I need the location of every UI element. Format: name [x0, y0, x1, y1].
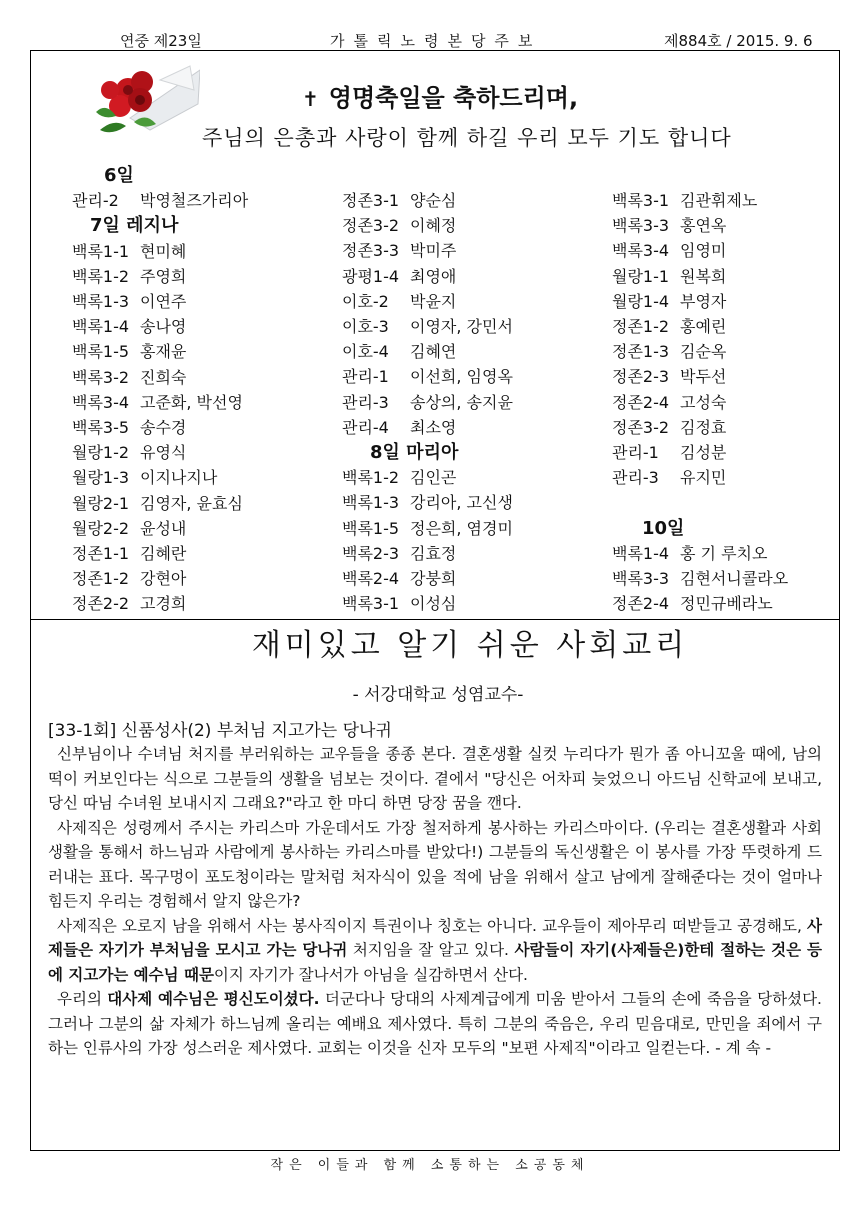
parishioner-names: 김관휘제노 — [680, 191, 758, 210]
namesday-entry — [342, 213, 513, 238]
namesday-entry — [612, 314, 788, 339]
parishioner-names: 강리아, 고신생 — [410, 493, 513, 513]
article-paragraph — [48, 914, 822, 988]
parishioner-names: 김순옥 — [680, 342, 727, 362]
feast-day-heading: 8일 마리아 — [370, 442, 459, 464]
namesday-entry — [612, 289, 788, 314]
district-code: 백록2-3 — [342, 543, 400, 563]
district-code: 정존2-3 — [612, 367, 670, 387]
parishioner-names: 박윤지 — [410, 291, 457, 311]
parishioner-names: 박미주 — [410, 241, 457, 261]
district-code: 백록3-5 — [72, 418, 130, 438]
rose-bouquet-icon — [90, 60, 200, 144]
parishioner-names: 정민규베라노 — [680, 594, 773, 614]
namesday-entry — [72, 390, 248, 415]
namesday-entry — [612, 390, 788, 415]
parishioner-names: 강현아 — [140, 569, 187, 589]
namesday-entry — [72, 516, 248, 541]
parishioner-names: 이영자, 강민서 — [410, 317, 513, 337]
parishioner-names: 주영희 — [140, 266, 187, 286]
district-code: 광평1-4 — [342, 266, 400, 286]
district-code: 월랑1-3 — [72, 468, 130, 488]
feast-day-heading: 7일 레지나 — [90, 215, 179, 237]
namesday-entry — [342, 339, 513, 364]
parishioner-names: 부영자 — [680, 291, 727, 311]
parishioner-names: 이지나지나 — [140, 468, 218, 488]
issue-date: 제884호 / 2015. 9. 6 — [664, 32, 813, 50]
namesday-entry — [612, 566, 788, 591]
parishioner-names: 송상의, 송지윤 — [410, 392, 513, 412]
namesday-entry — [342, 188, 513, 213]
paragraph-text: 사제직은 오로지 남을 위해서 사는 봉사직이지 특권이나 칭호는 아니다. 교우들이 제아무리 떠받들고 공경해도, — [57, 916, 808, 935]
district-code: 이호-3 — [342, 317, 389, 337]
district-code: 월랑2-1 — [72, 493, 130, 513]
namesday-entry — [612, 591, 788, 616]
namesday-entry — [342, 390, 513, 415]
parishioner-names: 진희숙 — [140, 367, 187, 387]
namesday-entry — [72, 239, 248, 264]
namesday-entry — [342, 364, 513, 389]
paragraph-text: 사제직은 성령께서 주시는 카리스마 가운데서도 가장 철저하게 봉사하는 카리스마이다. (우리는 결혼생활과 사회생활을 통해서 하느님과 사람에게 봉사하는 카리스마를 받았다!) 그분들의 독신생활은 이 봉사를 가장 뚜렷하게 드러내는 표다. 목구멍이 포도청이라는 말처럼 처자식이 있을 적에 남을 위해서 살고 남에게 잘해준다는 것이 얼마나 힘든지 우리는 경험해서 알지 않은가? — [48, 818, 822, 910]
bulletin-motto: 작은 이들과 함께 소통하는 소공동체 — [270, 1158, 590, 1173]
district-code: 정존3-1 — [342, 191, 400, 210]
district-code: 백록1-5 — [342, 518, 400, 538]
feast-day-heading: 6일 — [104, 165, 134, 186]
parishioner-names: 김영자, 윤효심 — [140, 493, 243, 513]
district-code: 백록1-4 — [72, 317, 130, 337]
emphasis-text: 대사제 예수님은 평신도이셨다. — [107, 990, 320, 1008]
namesday-entry — [342, 490, 513, 515]
namesday-entry — [612, 339, 788, 364]
namesday-entry — [612, 264, 788, 289]
namesday-entry — [342, 415, 513, 440]
parishioner-names: 강붕희 — [410, 569, 457, 589]
article-author: - 서강대학교 성염교수- — [352, 685, 524, 705]
parishioner-names: 이연주 — [140, 292, 187, 312]
namesday-entry — [612, 440, 788, 465]
namesday-entry — [612, 188, 788, 213]
district-code: 월랑1-1 — [612, 266, 670, 286]
namesday-entry — [612, 465, 788, 490]
namesday-entry — [342, 591, 513, 616]
namesday-column-3 — [612, 188, 788, 616]
namesday-entry — [342, 516, 513, 541]
parishioner-names: 홍예린 — [680, 317, 727, 337]
namesday-entry — [72, 314, 248, 339]
district-code: 백록3-1 — [342, 594, 400, 614]
parishioner-names: 김혜란 — [140, 544, 187, 564]
parishioner-names: 양순심 — [410, 191, 457, 210]
paragraph-text: 처지임을 잘 알고 있다. — [347, 941, 515, 959]
district-code: 백록1-4 — [612, 543, 670, 563]
district-code: 백록3-3 — [612, 569, 670, 589]
namesday-entry — [342, 566, 513, 591]
article-title: 재미있고 알기 쉬운 사회교리 — [251, 628, 689, 663]
feast-title: ✝ 영명축일을 축하드리며, — [302, 84, 579, 112]
district-code: 정존1-3 — [612, 342, 670, 362]
district-code: 정존2-2 — [72, 594, 130, 614]
emphasis-text: 사제들은 자기가 부처님을 모시고 가는 당나귀 — [48, 916, 822, 959]
parishioner-names: 박영철즈가리아 — [140, 191, 249, 211]
article-paragraph — [48, 742, 822, 816]
district-code: 정존3-2 — [612, 417, 670, 437]
namesday-entry — [342, 238, 513, 263]
parishioner-names: 정은희, 염경미 — [410, 518, 513, 538]
district-code: 백록3-1 — [612, 191, 670, 210]
parishioner-names: 홍연옥 — [680, 216, 727, 236]
district-code: 정존1-2 — [612, 317, 670, 337]
district-code: 관리-1 — [342, 367, 389, 387]
parishioner-names: 유지민 — [680, 468, 727, 488]
namesday-entry — [72, 188, 248, 213]
parishioner-names: 송나영 — [140, 317, 187, 337]
paragraph-text: 더군다나 당대의 사제계급에게 미움 받아서 그들의 손에 죽음을 당하셨다. 그러나 그분의 삶 자체가 하느님께 올리는 예배요 제사였다. 특히 그분의 죽음은, 우리 믿음대로, 만민을 죄에서 구하는 인류사의 가장 성스러운 제사였다. 교회는 이것을 신자 모두의 "보편 사제직"이라고 일컫는다. - 계 속 - — [48, 990, 822, 1057]
parishioner-names: 원복희 — [680, 266, 727, 286]
parishioner-names: 김혜연 — [410, 342, 457, 362]
namesday-entry — [342, 264, 513, 289]
district-code: 관리-3 — [612, 468, 659, 488]
parishioner-names: 윤성내 — [140, 518, 187, 538]
namesday-entry — [72, 289, 248, 314]
namesday-entry — [72, 491, 248, 516]
namesday-entry — [72, 566, 248, 591]
feast-day-heading: 10일 — [642, 517, 685, 539]
parishioner-names: 최소영 — [410, 417, 457, 437]
district-code: 백록3-2 — [72, 367, 130, 387]
liturgical-week: 연중 제23일 — [120, 32, 202, 50]
parishioner-names: 이혜정 — [410, 216, 457, 236]
parishioner-names: 고경희 — [140, 594, 187, 614]
district-code: 정존1-1 — [72, 544, 130, 564]
namesday-entry — [342, 314, 513, 339]
district-code: 백록3-4 — [612, 241, 670, 261]
namesday-entry — [72, 440, 248, 465]
parishioner-names: 임영미 — [680, 241, 727, 261]
district-code: 이호-2 — [342, 291, 389, 311]
district-code: 백록3-3 — [612, 216, 670, 236]
namesday-entry — [612, 415, 788, 440]
district-code: 백록1-2 — [342, 468, 400, 488]
district-code: 정존2-4 — [612, 594, 670, 614]
namesday-entry — [72, 264, 248, 289]
namesday-entry — [72, 465, 248, 490]
namesday-entry — [72, 365, 248, 390]
parishioner-names: 김정효 — [680, 417, 727, 437]
parishioner-names: 현미혜 — [140, 241, 187, 261]
namesday-column-1 — [72, 163, 248, 617]
namesday-entry — [72, 591, 248, 616]
namesday-entry — [342, 465, 513, 490]
bulletin-name: 가톨릭노령본당주보 — [330, 32, 542, 50]
district-code: 백록1-2 — [72, 266, 130, 286]
paragraph-text: 이지 자기가 잘나서가 아님을 실감하면서 산다. — [213, 965, 528, 984]
parishioner-names: 홍재윤 — [140, 342, 187, 362]
district-code: 이호-4 — [342, 342, 389, 362]
parishioner-names: 홍 기 루치오 — [680, 543, 768, 563]
spacer — [612, 490, 788, 515]
article-paragraph — [48, 987, 822, 1061]
parishioner-names: 김성분 — [680, 443, 727, 463]
parishioner-names: 김현서니콜라오 — [680, 569, 789, 589]
cross-icon: ✝ — [302, 87, 319, 111]
district-code: 관리-4 — [342, 417, 389, 437]
parishioner-names: 이선희, 임영옥 — [410, 367, 513, 387]
parishioner-names: 이성심 — [410, 594, 457, 614]
district-code: 관리-3 — [342, 392, 389, 412]
district-code: 관리-1 — [612, 443, 659, 463]
district-code: 관리-2 — [72, 191, 119, 211]
district-code: 백록1-3 — [342, 493, 400, 513]
namesday-entry — [72, 339, 248, 364]
emphasis-text: 사람들이 자기(사제들은)한테 절하는 것은 등에 지고가는 예수님 때문 — [48, 941, 822, 984]
parishioner-names: 최영애 — [410, 266, 457, 286]
district-code: 백록3-4 — [72, 392, 130, 412]
namesday-entry — [342, 541, 513, 566]
namesday-entry — [612, 364, 788, 389]
article-paragraph — [48, 816, 822, 914]
parishioner-names: 박두선 — [680, 367, 727, 387]
district-code: 백록1-3 — [72, 292, 130, 312]
namesday-column-2 — [342, 188, 513, 616]
district-code: 월랑1-4 — [612, 291, 670, 311]
parishioner-names: 김인곤 — [410, 468, 457, 488]
article-heading: [33-1회] 신품성사(2) 부처님 지고가는 당나귀 — [48, 721, 392, 741]
district-code: 정존1-2 — [72, 569, 130, 589]
namesday-entry — [72, 415, 248, 440]
district-code: 백록1-5 — [72, 342, 130, 362]
district-code: 백록2-4 — [342, 569, 400, 589]
namesday-entry — [612, 541, 788, 566]
paragraph-text: 신부님이나 수녀님 처지를 부러워하는 교우들을 종종 본다. 결혼생활 실컷 누리다가 뭔가 좀 아니꼬울 때에, 남의 떡이 커보인다는 식으로 그분들의 생활을 넘보는 것이다. 곁에서 "당신은 어차피 늦었으니 아드님 신학교에 보내고, 당신 따님 수녀원 보내시지 그래요?"라고 한 마디 하면 당장 꿈을 깬다. — [48, 745, 822, 812]
district-code: 정존3-2 — [342, 216, 400, 236]
district-code: 백록1-1 — [72, 241, 130, 261]
feast-prayer: 주님의 은총과 사랑이 함께 하길 우리 모두 기도 합니다 — [202, 126, 732, 150]
namesday-entry — [612, 213, 788, 238]
parishioner-names: 고준화, 박선영 — [140, 392, 243, 412]
paragraph-text: 우리의 — [57, 990, 108, 1008]
district-code: 정존2-4 — [612, 392, 670, 412]
district-code: 월랑2-2 — [72, 518, 130, 538]
article-body — [48, 742, 822, 1061]
namesday-entry — [342, 289, 513, 314]
namesday-entry — [72, 541, 248, 566]
parishioner-names: 김효정 — [410, 543, 457, 563]
namesday-entry — [612, 238, 788, 263]
bulletin-header — [0, 26, 860, 50]
parishioner-names: 고성숙 — [680, 392, 727, 412]
district-code: 정존3-3 — [342, 241, 400, 261]
parishioner-names: 유영식 — [140, 443, 187, 463]
district-code: 월랑1-2 — [72, 443, 130, 463]
parishioner-names: 송수경 — [140, 418, 187, 438]
